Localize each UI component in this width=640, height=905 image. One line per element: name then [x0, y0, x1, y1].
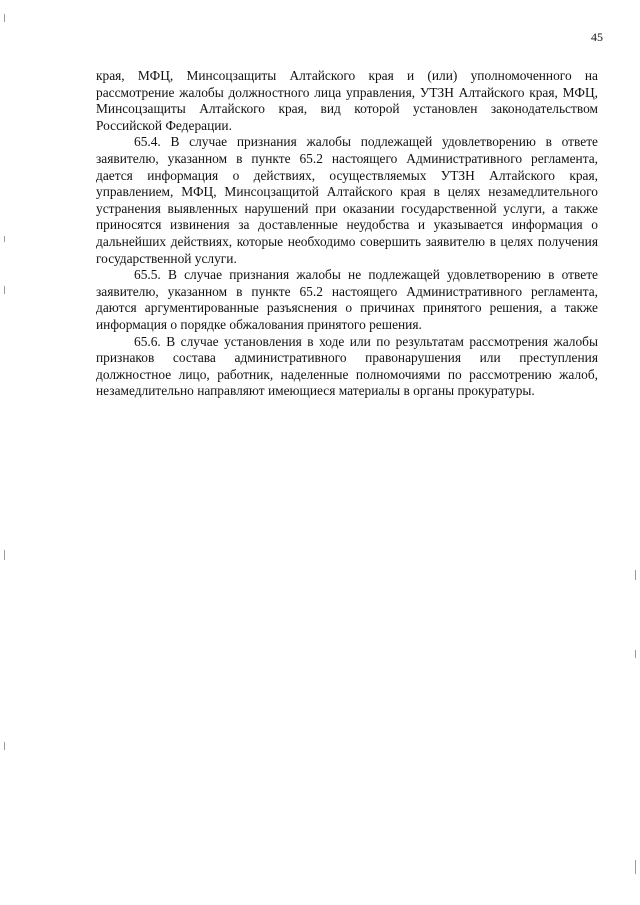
- paragraph-continuation: края, МФЦ, Минсоцзащиты Алтайского края и (или) уполномоченного на рассмотрение жалобы должностного лица управления, УТЗН Алтайского края, МФЦ, Минсоцзащиты Алтайского края, вид которой установлен законодательством Российской Федерации.: [96, 68, 598, 133]
- document-body: [96, 68, 598, 400]
- paragraph-65-6: 65.6. В случае установления в ходе или по результатам рассмотрения жалобы признаков состава административного правонарушения или преступления должностное лицо, работник, наделенные полномочиями по рассмотрению жалоб, незамедлительно направляют имеющиеся материалы в органы прокуратуры.: [96, 333, 598, 399]
- scan-artifact-left-2: [4, 236, 5, 242]
- scan-artifact-right-1: [635, 570, 636, 580]
- scan-artifact-left-1: [4, 14, 5, 22]
- scan-artifact-left-5: [4, 742, 5, 750]
- page-number: 45: [591, 30, 603, 44]
- paragraph-65-5: 65.5. В случае признания жалобы не подлежащей удовлетворению в ответе заявителю, указанном в пункте 65.2 настоящего Административного регламента, даются аргументированные разъяснения о причинах принятого решения, а также информация о порядке обжалования принятого решения.: [96, 267, 598, 332]
- scan-artifact-right-2: [635, 650, 636, 658]
- paragraph-65-4: 65.4. В случае признания жалобы подлежащей удовлетворению в ответе заявителю, указанном в пункте 65.2 настоящего Административного регламента, дается информация о действиях, осуществляемых УТЗН Алтайского края, управлением, МФЦ, Минсоцзащитой Алтайского края в целях незамедлительного устранения выявленных нарушений при оказании государственной услуги, а также приносятся извинения за доставленные неудобства и указывается информация о дальнейших действиях, которые необходимо совершить заявителю в целях получения государственной услуги.: [96, 134, 598, 266]
- scan-artifact-left-3: [4, 286, 5, 294]
- scan-artifact-right-3: [635, 860, 636, 874]
- scan-artifact-left-4: [4, 550, 5, 560]
